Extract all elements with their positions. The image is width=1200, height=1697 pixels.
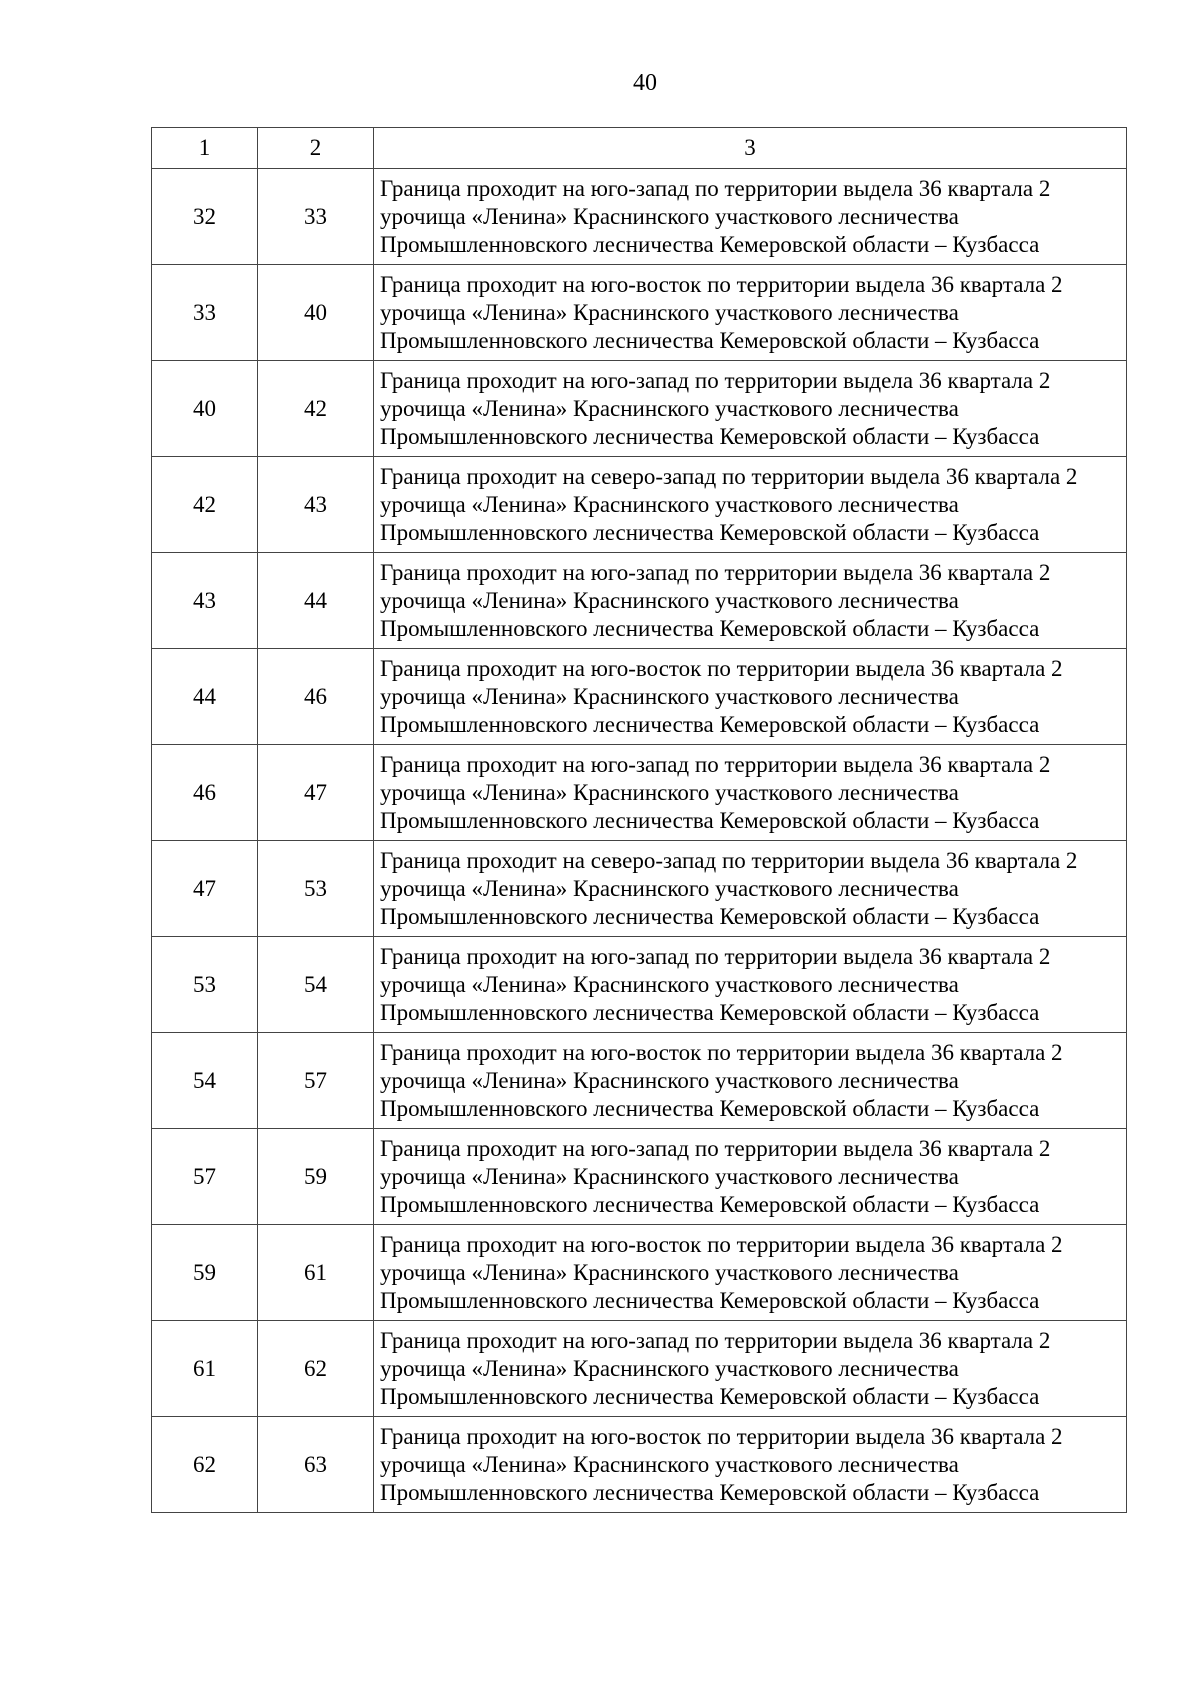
- to-point-cell: 54: [258, 937, 374, 1033]
- description-cell: Граница проходит на юго-запад по территории выдела 36 квартала 2 урочища «Ленина» Краснинского участкового лесничества Промышленновского лесничества Кемеровской области – Кузбасса: [374, 169, 1127, 265]
- table-row: [152, 361, 1127, 457]
- table-row: [152, 1417, 1127, 1513]
- to-point-cell: 46: [258, 649, 374, 745]
- description-cell: Граница проходит на юго-запад по территории выдела 36 квартала 2 урочища «Ленина» Краснинского участкового лесничества Промышленновского лесничества Кемеровской области – Кузбасса: [374, 1129, 1127, 1225]
- table-row: [152, 841, 1127, 937]
- to-point-cell: 44: [258, 553, 374, 649]
- header-col-1: 1: [152, 128, 258, 169]
- from-point-cell: 54: [152, 1033, 258, 1129]
- description-cell: Граница проходит на северо-запад по территории выдела 36 квартала 2 урочища «Ленина» Краснинского участкового лесничества Промышленновского лесничества Кемеровской области – Кузбасса: [374, 841, 1127, 937]
- table-row: [152, 649, 1127, 745]
- from-point-cell: 53: [152, 937, 258, 1033]
- description-cell: Граница проходит на юго-восток по территории выдела 36 квартала 2 урочища «Ленина» Краснинского участкового лесничества Промышленновского лесничества Кемеровской области – Кузбасса: [374, 1225, 1127, 1321]
- from-point-cell: 46: [152, 745, 258, 841]
- boundary-table: [151, 127, 1127, 1513]
- to-point-cell: 40: [258, 265, 374, 361]
- description-cell: Граница проходит на северо-запад по территории выдела 36 квартала 2 урочища «Ленина» Краснинского участкового лесничества Промышленновского лесничества Кемеровской области – Кузбасса: [374, 457, 1127, 553]
- description-cell: Граница проходит на юго-запад по территории выдела 36 квартала 2 урочища «Ленина» Краснинского участкового лесничества Промышленновского лесничества Кемеровской области – Кузбасса: [374, 361, 1127, 457]
- to-point-cell: 47: [258, 745, 374, 841]
- from-point-cell: 40: [152, 361, 258, 457]
- description-cell: Граница проходит на юго-запад по территории выдела 36 квартала 2 урочища «Ленина» Краснинского участкового лесничества Промышленновского лесничества Кемеровской области – Кузбасса: [374, 937, 1127, 1033]
- table-header-row: [152, 128, 1127, 169]
- table-row: [152, 265, 1127, 361]
- to-point-cell: 59: [258, 1129, 374, 1225]
- table-row: [152, 1321, 1127, 1417]
- header-col-2: 2: [258, 128, 374, 169]
- table-row: [152, 1129, 1127, 1225]
- from-point-cell: 47: [152, 841, 258, 937]
- table-row: [152, 745, 1127, 841]
- table-row: [152, 169, 1127, 265]
- table-row: [152, 1033, 1127, 1129]
- from-point-cell: 43: [152, 553, 258, 649]
- to-point-cell: 43: [258, 457, 374, 553]
- from-point-cell: 61: [152, 1321, 258, 1417]
- to-point-cell: 61: [258, 1225, 374, 1321]
- from-point-cell: 57: [152, 1129, 258, 1225]
- to-point-cell: 33: [258, 169, 374, 265]
- from-point-cell: 59: [152, 1225, 258, 1321]
- description-cell: Граница проходит на юго-восток по территории выдела 36 квартала 2 урочища «Ленина» Краснинского участкового лесничества Промышленновского лесничества Кемеровской области – Кузбасса: [374, 649, 1127, 745]
- description-cell: Граница проходит на юго-восток по территории выдела 36 квартала 2 урочища «Ленина» Краснинского участкового лесничества Промышленновского лесничества Кемеровской области – Кузбасса: [374, 1417, 1127, 1513]
- to-point-cell: 42: [258, 361, 374, 457]
- to-point-cell: 63: [258, 1417, 374, 1513]
- to-point-cell: 62: [258, 1321, 374, 1417]
- description-cell: Граница проходит на юго-восток по территории выдела 36 квартала 2 урочища «Ленина» Краснинского участкового лесничества Промышленновского лесничества Кемеровской области – Кузбасса: [374, 1033, 1127, 1129]
- from-point-cell: 33: [152, 265, 258, 361]
- description-cell: Граница проходит на юго-запад по территории выдела 36 квартала 2 урочища «Ленина» Краснинского участкового лесничества Промышленновского лесничества Кемеровской области – Кузбасса: [374, 1321, 1127, 1417]
- table-row: [152, 937, 1127, 1033]
- description-cell: Граница проходит на юго-запад по территории выдела 36 квартала 2 урочища «Ленина» Краснинского участкового лесничества Промышленновского лесничества Кемеровской области – Кузбасса: [374, 553, 1127, 649]
- table-row: [152, 553, 1127, 649]
- to-point-cell: 53: [258, 841, 374, 937]
- to-point-cell: 57: [258, 1033, 374, 1129]
- table-row: [152, 1225, 1127, 1321]
- page-number: 40: [633, 70, 657, 96]
- from-point-cell: 42: [152, 457, 258, 553]
- from-point-cell: 32: [152, 169, 258, 265]
- table-row: [152, 457, 1127, 553]
- from-point-cell: 44: [152, 649, 258, 745]
- description-cell: Граница проходит на юго-восток по территории выдела 36 квартала 2 урочища «Ленина» Краснинского участкового лесничества Промышленновского лесничества Кемеровской области – Кузбасса: [374, 265, 1127, 361]
- description-cell: Граница проходит на юго-запад по территории выдела 36 квартала 2 урочища «Ленина» Краснинского участкового лесничества Промышленновского лесничества Кемеровской области – Кузбасса: [374, 745, 1127, 841]
- from-point-cell: 62: [152, 1417, 258, 1513]
- header-col-3: 3: [374, 128, 1127, 169]
